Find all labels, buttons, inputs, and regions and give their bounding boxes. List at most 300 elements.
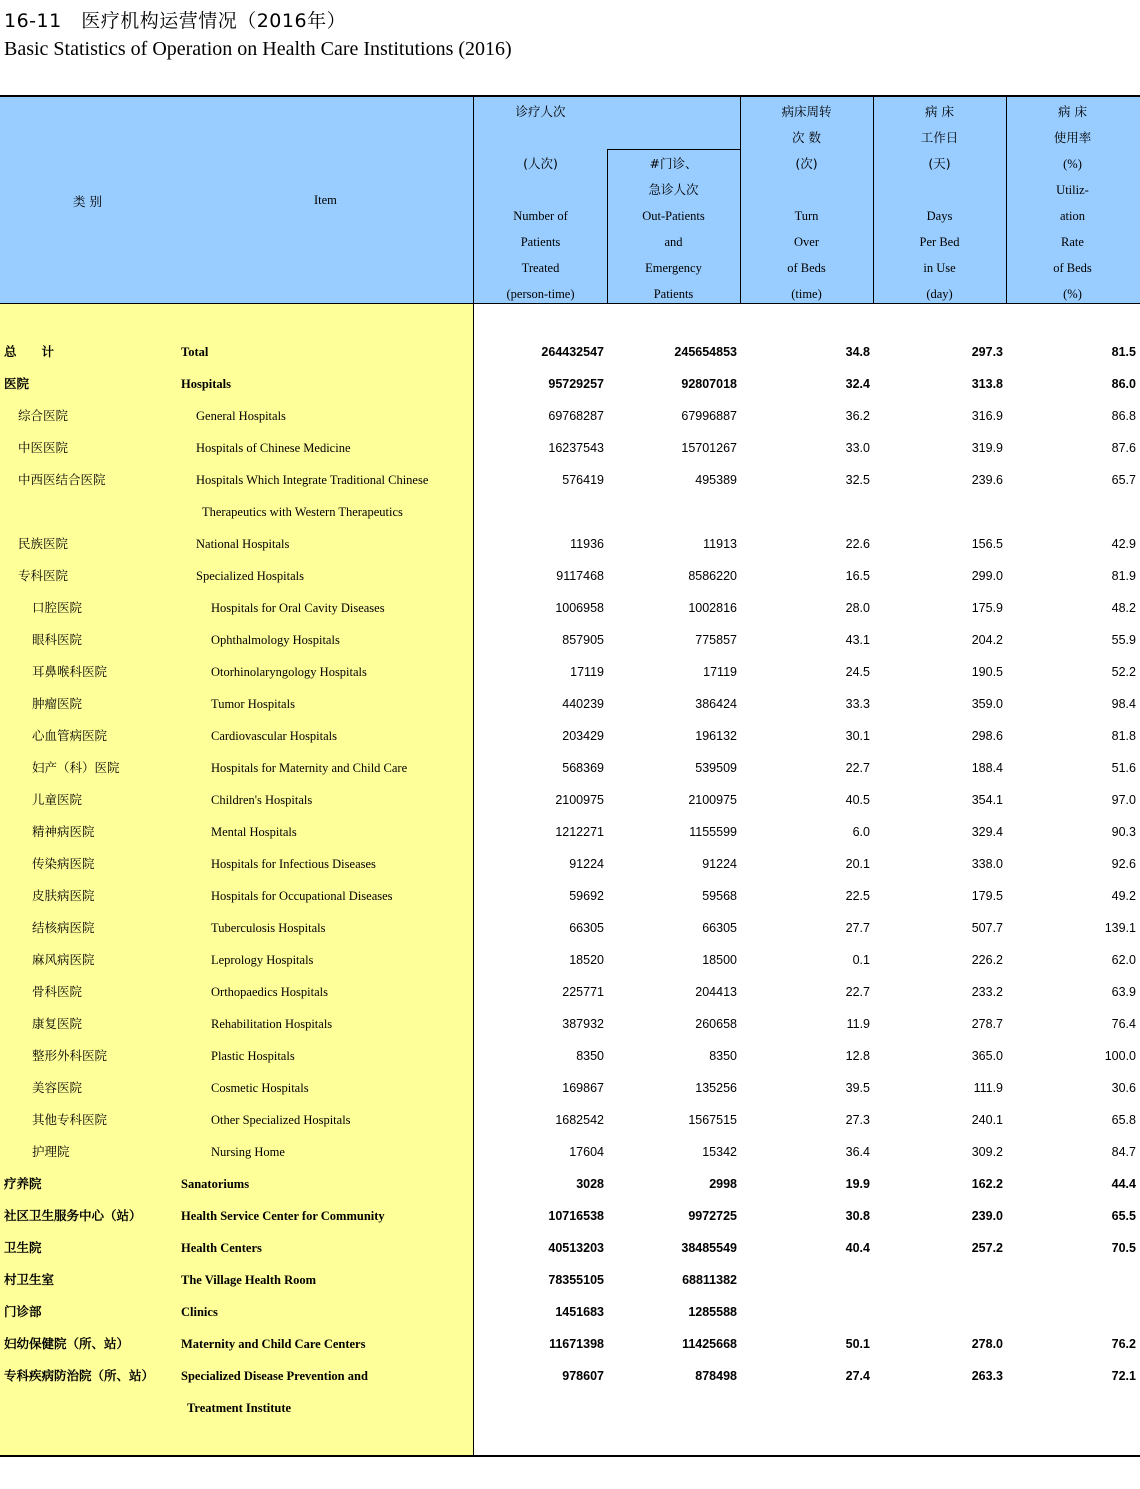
row-item-en: Hospitals Which Integrate Traditional Chinese	[196, 473, 429, 487]
row-category-cn: 皮肤病医院	[32, 888, 95, 903]
table-row	[0, 656, 1140, 688]
cell-outpatients: 11913	[703, 537, 737, 551]
cell-utilization-rate: 98.4	[1111, 697, 1136, 711]
table-row	[0, 1072, 1140, 1104]
header-line: Patients	[520, 235, 561, 249]
cell-bed-turnover: 39.5	[845, 1081, 870, 1095]
cell-bed-turnover: 36.4	[845, 1145, 870, 1159]
row-item-en: Cardiovascular Hospitals	[211, 729, 338, 743]
cell-patients-treated: 40513203	[548, 1241, 604, 1255]
cell-bed-turnover: 24.5	[845, 665, 870, 679]
row-category-cn: 妇幼保健院（所、站）	[4, 1336, 130, 1351]
cell-bed-turnover: 30.8	[845, 1209, 870, 1223]
table-row	[0, 848, 1140, 880]
cell-outpatients: 38485549	[681, 1241, 737, 1255]
cell-bed-turnover: 16.5	[845, 569, 870, 583]
page-title-en: Basic Statistics of Operation on Health Care Institutions (2016)	[4, 38, 512, 60]
row-category-cn: 心血管病医院	[32, 728, 108, 743]
row-item-en: Maternity and Child Care Centers	[181, 1337, 366, 1351]
table-row	[0, 1232, 1140, 1264]
row-category-cn: 儿童医院	[32, 792, 83, 807]
header-line: of Beds	[787, 261, 826, 275]
cell-outpatients: 539509	[695, 761, 737, 775]
cell-bed-turnover: 40.5	[845, 793, 870, 807]
cell-outpatients: 15701267	[681, 441, 737, 455]
row-item-en: Cosmetic Hospitals	[211, 1081, 309, 1095]
cell-days-per-bed: 162.2	[971, 1177, 1003, 1191]
header-patients-treated	[474, 99, 607, 307]
cell-days-per-bed: 313.8	[971, 377, 1003, 391]
table-row	[0, 400, 1140, 432]
cell-outpatients: 196132	[695, 729, 737, 743]
header-line	[740, 177, 873, 203]
cell-utilization-rate: 55.9	[1111, 633, 1136, 647]
table-row	[0, 784, 1140, 816]
cell-patients-treated: 91224	[569, 857, 604, 871]
cell-days-per-bed: 359.0	[971, 697, 1003, 711]
cell-bed-turnover: 22.7	[845, 761, 870, 775]
header-line: Patients	[653, 287, 694, 301]
header-line: (人次)	[523, 156, 558, 171]
table-row	[0, 1200, 1140, 1232]
row-category-cn: 康复医院	[32, 1016, 83, 1031]
cell-bed-turnover: 19.9	[845, 1177, 870, 1191]
cell-utilization-rate: 62.0	[1111, 953, 1136, 967]
row-item-en: Rehabilitation Hospitals	[211, 1017, 333, 1031]
row-item-en: Specialized Disease Prevention and	[181, 1369, 368, 1383]
cell-days-per-bed: 338.0	[971, 857, 1003, 871]
row-item-en: Total	[181, 345, 209, 359]
cell-patients-treated: 17604	[569, 1145, 604, 1159]
table-row	[0, 592, 1140, 624]
table-row	[0, 624, 1140, 656]
cell-outpatients: 245654853	[674, 345, 737, 359]
row-item-en: Sanatoriums	[181, 1177, 250, 1191]
cell-utilization-rate: 81.9	[1111, 569, 1136, 583]
row-category-cn: 医院	[4, 376, 30, 391]
header-item-en: Item	[314, 193, 337, 207]
cell-outpatients: 11425668	[682, 1337, 737, 1351]
cell-days-per-bed: 204.2	[971, 633, 1003, 647]
row-category-cn: 综合医院	[18, 408, 69, 423]
cell-patients-treated: 66305	[569, 921, 604, 935]
cell-patients-treated: 95729257	[548, 377, 604, 391]
header-category-cn: 类 别	[73, 194, 102, 209]
cell-utilization-rate: 65.5	[1111, 1209, 1136, 1223]
row-category-cn: 门诊部	[4, 1304, 42, 1319]
row-item-en: Other Specialized Hospitals	[211, 1113, 351, 1127]
cell-patients-treated: 16237543	[548, 441, 604, 455]
cell-patients-treated: 857905	[562, 633, 604, 647]
header-line: (次)	[795, 156, 818, 171]
cell-outpatients: 878498	[695, 1369, 737, 1383]
table-row	[0, 1264, 1140, 1296]
cell-utilization-rate: 63.9	[1111, 985, 1136, 999]
table-row	[0, 336, 1140, 368]
header-line: 病床周转	[781, 104, 832, 119]
row-category-cn: 整形外科医院	[32, 1048, 108, 1063]
header-line: and	[664, 235, 683, 249]
cell-days-per-bed: 297.3	[971, 345, 1003, 359]
row-category-cn: 麻风病医院	[32, 952, 95, 967]
row-category-cn: 总 计	[4, 344, 55, 359]
header-line: Out-Patients	[642, 209, 705, 223]
header-line: Turn	[794, 209, 819, 223]
row-item-en: Health Service Center for Community	[181, 1209, 385, 1223]
table-row	[0, 752, 1140, 784]
cell-bed-turnover: 12.8	[845, 1049, 870, 1063]
cell-outpatients: 8586220	[688, 569, 737, 583]
cell-patients-treated: 10716538	[548, 1209, 604, 1223]
table-bottom-rule	[0, 1455, 1140, 1457]
cell-patients-treated: 1006958	[555, 601, 604, 615]
cell-bed-turnover: 22.6	[845, 537, 870, 551]
cell-outpatients: 495389	[695, 473, 737, 487]
cell-patients-treated: 169867	[562, 1081, 604, 1095]
header-line: Utiliz-	[1056, 183, 1089, 197]
header-line: 病 床	[1058, 104, 1087, 119]
cell-outpatients: 8350	[709, 1049, 737, 1063]
header-line: (person-time)	[506, 287, 575, 301]
cell-utilization-rate: 81.8	[1111, 729, 1136, 743]
row-item-en: Nursing Home	[211, 1145, 285, 1159]
row-item-en: Therapeutics with Western Therapeutics	[202, 505, 403, 519]
header-line: Days	[926, 209, 953, 223]
cell-outpatients: 135256	[695, 1081, 737, 1095]
cell-days-per-bed: 239.0	[971, 1209, 1003, 1223]
header-line: 病 床	[925, 104, 954, 119]
cell-bed-turnover: 22.5	[845, 889, 870, 903]
cell-patients-treated: 2100975	[555, 793, 604, 807]
header-line: 急诊人次	[648, 182, 699, 197]
row-category-cn: 护理院	[32, 1144, 70, 1159]
table-row	[0, 528, 1140, 560]
page-title-cn: 16-11 医疗机构运营情况（2016年）	[4, 10, 347, 32]
cell-outpatients: 2998	[709, 1177, 737, 1191]
cell-bed-turnover: 27.3	[845, 1113, 870, 1127]
header-line: (%)	[1063, 157, 1082, 171]
cell-days-per-bed: 299.0	[971, 569, 1003, 583]
header-line: 工作日	[920, 130, 959, 145]
row-category-cn: 精神病医院	[32, 824, 95, 839]
cell-outpatients: 775857	[695, 633, 737, 647]
header-line: Treated	[521, 261, 560, 275]
cell-utilization-rate: 48.2	[1111, 601, 1136, 615]
cell-outpatients: 18500	[702, 953, 737, 967]
cell-utilization-rate: 81.5	[1111, 345, 1136, 359]
cell-outpatients: 9972725	[688, 1209, 737, 1223]
row-item-en: Hospitals for Infectious Diseases	[211, 857, 376, 871]
cell-days-per-bed: 156.5	[971, 537, 1003, 551]
cell-utilization-rate: 70.5	[1111, 1241, 1136, 1255]
cell-days-per-bed: 316.9	[971, 409, 1003, 423]
row-item-en: Health Centers	[181, 1241, 262, 1255]
row-category-cn: 其他专科医院	[32, 1112, 108, 1127]
cell-patients-treated: 8350	[576, 1049, 604, 1063]
header-line: #门诊、	[649, 156, 698, 171]
table-row	[0, 816, 1140, 848]
row-category-cn: 耳鼻喉科医院	[32, 664, 108, 679]
cell-days-per-bed: 354.1	[971, 793, 1003, 807]
row-category-cn: 骨科医院	[32, 984, 83, 999]
row-category-cn: 民族医院	[18, 536, 69, 551]
row-category-cn: 村卫生室	[4, 1272, 55, 1287]
cell-utilization-rate: 44.4	[1111, 1177, 1136, 1191]
cell-outpatients: 1002816	[688, 601, 737, 615]
row-item-en: Orthopaedics Hospitals	[211, 985, 328, 999]
cell-days-per-bed: 319.9	[971, 441, 1003, 455]
header-line	[474, 125, 607, 151]
table-row	[0, 464, 1140, 496]
cell-patients-treated: 440239	[562, 697, 604, 711]
table-row	[0, 560, 1140, 592]
row-item-en: Hospitals for Oral Cavity Diseases	[211, 601, 385, 615]
row-item-en: Specialized Hospitals	[196, 569, 304, 583]
cell-days-per-bed: 263.3	[971, 1369, 1003, 1383]
table-row	[0, 1360, 1140, 1392]
cell-utilization-rate: 30.6	[1111, 1081, 1136, 1095]
header-line: 诊疗人次	[515, 104, 566, 119]
cell-days-per-bed: 226.2	[971, 953, 1003, 967]
cell-bed-turnover: 0.1	[852, 953, 870, 967]
cell-days-per-bed: 257.2	[971, 1241, 1003, 1255]
cell-days-per-bed: 298.6	[971, 729, 1003, 743]
table-row	[0, 1040, 1140, 1072]
row-item-en: The Village Health Room	[181, 1273, 317, 1287]
cell-patients-treated: 3028	[576, 1177, 604, 1191]
table-row	[0, 688, 1140, 720]
cell-outpatients: 66305	[702, 921, 737, 935]
cell-utilization-rate: 76.4	[1111, 1017, 1136, 1031]
cell-utilization-rate: 90.3	[1111, 825, 1136, 839]
row-item-en: Children's Hospitals	[211, 793, 313, 807]
cell-utilization-rate: 86.0	[1111, 377, 1136, 391]
cell-days-per-bed: 365.0	[971, 1049, 1003, 1063]
header-line: 次 数	[792, 130, 821, 145]
cell-patients-treated: 78355105	[548, 1273, 604, 1287]
cell-days-per-bed: 507.7	[971, 921, 1003, 935]
row-category-cn: 妇产（科）医院	[32, 760, 120, 775]
row-category-cn: 传染病医院	[32, 856, 95, 871]
header-line: Emergency	[645, 261, 702, 275]
cell-days-per-bed: 188.4	[971, 761, 1003, 775]
cell-patients-treated: 18520	[569, 953, 604, 967]
cell-patients-treated: 1451683	[555, 1305, 604, 1319]
cell-bed-turnover: 34.8	[845, 345, 870, 359]
cell-patients-treated: 59692	[569, 889, 604, 903]
cell-utilization-rate: 92.6	[1111, 857, 1136, 871]
header-line: (天)	[928, 156, 951, 171]
cell-utilization-rate: 97.0	[1111, 793, 1136, 807]
header-line: ation	[1060, 209, 1085, 223]
header-utilization-rate	[1006, 99, 1139, 307]
header-line: in Use	[923, 261, 956, 275]
table-row	[0, 912, 1140, 944]
table-row	[0, 1328, 1140, 1360]
row-item-en: Leprology Hospitals	[211, 953, 314, 967]
row-item-en: Plastic Hospitals	[211, 1049, 295, 1063]
table-row	[0, 1104, 1140, 1136]
cell-patients-treated: 387932	[562, 1017, 604, 1031]
cell-patients-treated: 11936	[570, 537, 604, 551]
row-category-cn: 专科疾病防治院（所、站）	[4, 1368, 155, 1383]
cell-patients-treated: 576419	[562, 473, 604, 487]
table-row	[0, 720, 1140, 752]
row-item-en: National Hospitals	[196, 537, 290, 551]
cell-utilization-rate: 65.7	[1111, 473, 1136, 487]
cell-outpatients: 68811382	[682, 1273, 737, 1287]
cell-bed-turnover: 28.0	[845, 601, 870, 615]
table-row	[0, 1168, 1140, 1200]
row-item-en: Treatment Institute	[187, 1401, 292, 1415]
table-row	[0, 368, 1140, 400]
row-item-en: Hospitals	[181, 377, 232, 391]
row-item-en: Ophthalmology Hospitals	[211, 633, 340, 647]
row-item-en: Mental Hospitals	[211, 825, 297, 839]
cell-bed-turnover: 30.1	[845, 729, 870, 743]
cell-bed-turnover: 22.7	[845, 985, 870, 999]
cell-bed-turnover: 43.1	[845, 633, 870, 647]
header-line: of Beds	[1053, 261, 1092, 275]
header-line: (%)	[1063, 287, 1082, 301]
cell-outpatients: 15342	[702, 1145, 737, 1159]
cell-utilization-rate: 87.6	[1111, 441, 1136, 455]
cell-patients-treated: 9117468	[556, 569, 604, 583]
table-row	[0, 496, 1140, 528]
header-line: Rate	[1061, 235, 1084, 249]
header-outpatients	[607, 151, 740, 307]
cell-days-per-bed: 329.4	[971, 825, 1003, 839]
cell-outpatients: 204413	[695, 985, 737, 999]
table-row	[0, 1392, 1140, 1424]
header-line: (day)	[926, 287, 953, 301]
table-row	[0, 880, 1140, 912]
row-category-cn: 卫生院	[4, 1240, 42, 1255]
header-line: (time)	[791, 287, 822, 301]
row-item-en: Tumor Hospitals	[211, 697, 295, 711]
cell-outpatients: 386424	[695, 697, 737, 711]
row-category-cn: 美容医院	[32, 1080, 83, 1095]
cell-days-per-bed: 111.9	[973, 1081, 1003, 1095]
row-category-cn: 结核病医院	[32, 920, 95, 935]
cell-bed-turnover: 40.4	[845, 1241, 870, 1255]
header-line: 使用率	[1053, 130, 1092, 145]
header-line: Over	[794, 235, 819, 249]
cell-outpatients: 260658	[695, 1017, 737, 1031]
row-category-cn: 专科医院	[18, 568, 69, 583]
cell-outpatients: 92807018	[681, 377, 737, 391]
cell-outpatients: 1155599	[689, 825, 737, 839]
cell-bed-turnover: 11.9	[846, 1017, 870, 1031]
cell-bed-turnover: 20.1	[845, 857, 870, 871]
cell-days-per-bed: 309.2	[971, 1145, 1003, 1159]
cell-outpatients: 17119	[703, 665, 737, 679]
row-item-en: Hospitals for Maternity and Child Care	[211, 761, 408, 775]
cell-days-per-bed: 179.5	[971, 889, 1003, 903]
row-category-cn: 肿瘤医院	[32, 696, 83, 711]
row-category-cn: 疗养院	[4, 1176, 42, 1191]
cell-utilization-rate: 139.1	[1104, 921, 1136, 935]
cell-days-per-bed: 175.9	[971, 601, 1003, 615]
header-days-per-bed	[873, 99, 1006, 307]
cell-bed-turnover: 27.4	[845, 1369, 870, 1383]
header-line: Per Bed	[919, 235, 960, 249]
cell-days-per-bed: 278.7	[971, 1017, 1003, 1031]
row-item-en: Hospitals of Chinese Medicine	[196, 441, 351, 455]
header-line	[873, 177, 1006, 203]
header-line: Number of	[513, 209, 568, 223]
table-row	[0, 944, 1140, 976]
row-category-cn: 口腔医院	[32, 600, 83, 615]
row-item-en: Tuberculosis Hospitals	[211, 921, 326, 935]
cell-days-per-bed: 239.6	[971, 473, 1003, 487]
header-bed-turnover	[740, 99, 873, 307]
row-item-en: General Hospitals	[196, 409, 286, 423]
cell-bed-turnover: 32.4	[845, 377, 870, 391]
table-row	[0, 976, 1140, 1008]
cell-utilization-rate: 49.2	[1111, 889, 1136, 903]
cell-utilization-rate: 84.7	[1111, 1145, 1136, 1159]
row-category-cn: 眼科医院	[32, 632, 83, 647]
cell-utilization-rate: 42.9	[1111, 537, 1136, 551]
table-header	[0, 95, 1140, 304]
cell-patients-treated: 1212271	[555, 825, 604, 839]
cell-bed-turnover: 36.2	[845, 409, 870, 423]
cell-bed-turnover: 6.0	[852, 825, 870, 839]
cell-patients-treated: 568369	[562, 761, 604, 775]
cell-utilization-rate: 65.8	[1111, 1113, 1136, 1127]
table-row	[0, 1008, 1140, 1040]
table-row	[0, 432, 1140, 464]
row-category-cn: 中医医院	[18, 440, 69, 455]
cell-outpatients: 59568	[702, 889, 737, 903]
row-item-en: Otorhinolaryngology Hospitals	[211, 665, 367, 679]
cell-outpatients: 2100975	[688, 793, 737, 807]
cell-outpatients: 91224	[702, 857, 737, 871]
cell-utilization-rate: 76.2	[1111, 1337, 1136, 1351]
row-category-cn: 中西医结合医院	[18, 472, 106, 487]
cell-patients-treated: 203429	[562, 729, 604, 743]
row-item-en: Clinics	[181, 1305, 218, 1319]
cell-utilization-rate: 51.6	[1111, 761, 1136, 775]
cell-patients-treated: 1682542	[555, 1113, 604, 1127]
table-row	[0, 1136, 1140, 1168]
cell-patients-treated: 17119	[570, 665, 604, 679]
cell-outpatients: 67996887	[681, 409, 737, 423]
row-category-cn: 社区卫生服务中心（站）	[4, 1208, 142, 1223]
table-row	[0, 1296, 1140, 1328]
cell-patients-treated: 11671398	[549, 1337, 604, 1351]
cell-days-per-bed: 240.1	[971, 1113, 1003, 1127]
cell-utilization-rate: 72.1	[1111, 1369, 1136, 1383]
cell-bed-turnover: 32.5	[845, 473, 870, 487]
cell-bed-turnover: 33.0	[845, 441, 870, 455]
cell-days-per-bed: 233.2	[971, 985, 1003, 999]
cell-bed-turnover: 33.3	[845, 697, 870, 711]
cell-bed-turnover: 27.7	[845, 921, 870, 935]
cell-days-per-bed: 278.0	[971, 1337, 1003, 1351]
cell-patients-treated: 225771	[562, 985, 604, 999]
cell-outpatients: 1567515	[688, 1113, 737, 1127]
cell-utilization-rate: 86.8	[1111, 409, 1136, 423]
cell-utilization-rate: 52.2	[1111, 665, 1136, 679]
cell-bed-turnover: 50.1	[845, 1337, 870, 1351]
cell-utilization-rate: 100.0	[1104, 1049, 1136, 1063]
cell-patients-treated: 264432547	[541, 345, 604, 359]
cell-patients-treated: 978607	[562, 1369, 604, 1383]
cell-outpatients: 1285588	[688, 1305, 737, 1319]
row-item-en: Hospitals for Occupational Diseases	[211, 889, 393, 903]
